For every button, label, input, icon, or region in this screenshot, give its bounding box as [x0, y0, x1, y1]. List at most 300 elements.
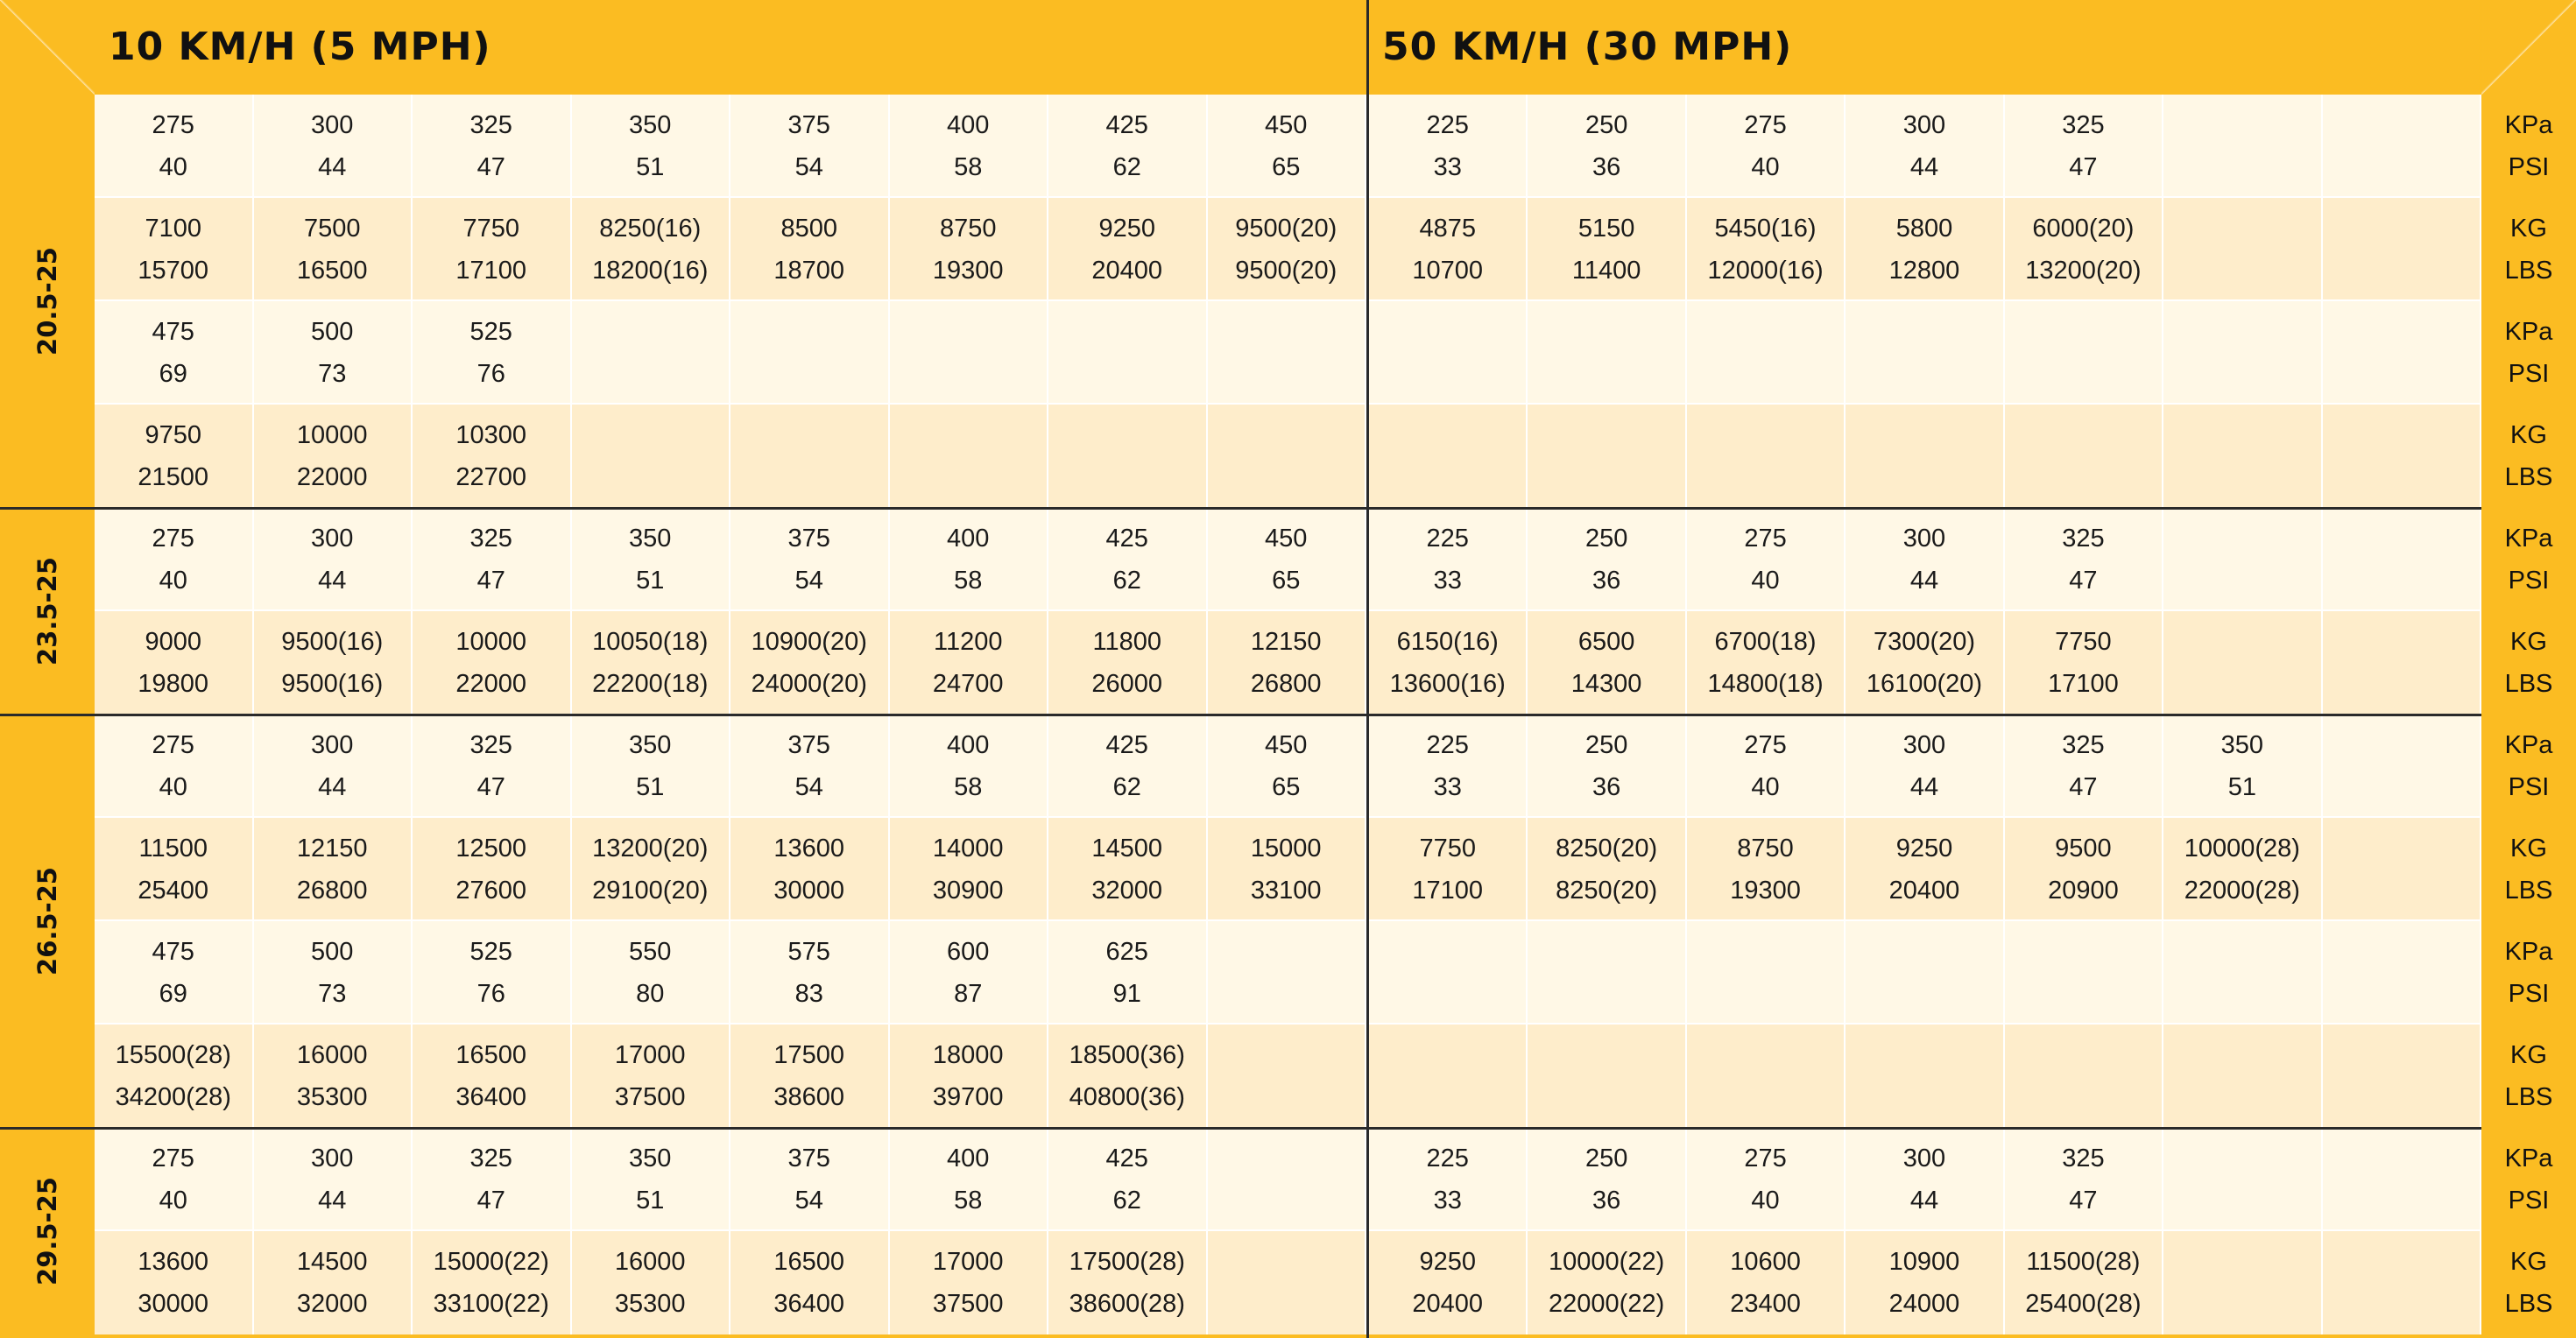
table-cell [1687, 715, 1846, 818]
table-cell [730, 508, 890, 611]
table-cell [1208, 1231, 1367, 1334]
table-cell [1846, 818, 2004, 921]
table-cell [1846, 405, 2004, 508]
kg-value: 13600 [773, 834, 845, 863]
table-cell [2323, 1025, 2481, 1128]
lbs-value: 11400 [1571, 257, 1641, 285]
table-cell [1208, 715, 1367, 818]
table-cell [572, 921, 731, 1025]
lbs-value: 15700 [138, 257, 209, 285]
table-cell [1528, 921, 1686, 1025]
psi-value: 36 [1592, 567, 1621, 595]
table-cell [1369, 508, 1528, 611]
table-cell [1369, 1128, 1528, 1231]
table-cell [2323, 198, 2481, 301]
tire-size-label: 26.5-25 [32, 867, 62, 975]
table-cell [413, 198, 572, 301]
table-cell [730, 198, 890, 301]
kpa-value: 575 [787, 938, 830, 966]
kpa-value: 275 [1744, 111, 1787, 139]
unit-pressure [2481, 921, 2576, 1025]
unit-label: KG [2510, 215, 2547, 243]
table-cell [1048, 818, 1208, 921]
psi-value: 62 [1112, 773, 1141, 801]
unit-label: KPa [2504, 111, 2553, 139]
kg-value: 9750 [145, 421, 201, 449]
table-cell [95, 405, 254, 508]
kg-value: 12150 [1250, 628, 1322, 656]
kg-value: 7750 [462, 215, 519, 243]
lbs-value: 9500(16) [281, 670, 384, 698]
table-cell [2005, 1128, 2163, 1231]
table-cell [1369, 611, 1528, 715]
table-cell [1528, 1128, 1686, 1231]
table-cell [730, 715, 890, 818]
kg-value: 15000 [1250, 834, 1322, 863]
table-cell [1369, 921, 1528, 1025]
kpa-value: 300 [311, 1144, 354, 1173]
kg-value: 10600 [1730, 1248, 1801, 1276]
kpa-value: 275 [1744, 731, 1787, 759]
kpa-value: 375 [787, 525, 830, 553]
table-cell [730, 818, 890, 921]
kpa-value: 325 [2062, 111, 2105, 139]
psi-value: 44 [1909, 153, 1939, 181]
lbs-value: 22000(28) [2184, 877, 2300, 905]
table-cell [1048, 198, 1208, 301]
table-cell [890, 1128, 1049, 1231]
table-cell [2163, 301, 2322, 405]
table-cell [890, 95, 1049, 198]
table-cell [1369, 1231, 1528, 1334]
size-divider [0, 1127, 95, 1130]
lbs-value: 8250(20) [1556, 877, 1658, 905]
table-cell [1208, 405, 1367, 508]
lbs-value: 20400 [1888, 877, 1960, 905]
table-cell [254, 301, 413, 405]
kpa-value: 350 [629, 1144, 672, 1173]
kpa-value: 275 [152, 731, 194, 759]
kg-value: 14000 [932, 834, 1004, 863]
table-cell [2005, 1231, 2163, 1334]
lbs-value: 38600 [773, 1083, 845, 1111]
psi-value: 47 [476, 153, 505, 181]
table-cell [1846, 1128, 2004, 1231]
kpa-value: 275 [152, 1144, 194, 1173]
table-cell [1846, 715, 2004, 818]
table-cell [413, 405, 572, 508]
kg-value: 8750 [939, 215, 997, 243]
table-cell [95, 611, 254, 715]
table-cell [95, 508, 254, 611]
psi-value: 36 [1592, 773, 1621, 801]
table-cell [254, 95, 413, 198]
psi-value: 33 [1433, 153, 1462, 181]
table-row [95, 95, 2481, 198]
table-cell [1687, 818, 1846, 921]
unit-pressure [2481, 301, 2576, 405]
table-cell [572, 405, 731, 508]
kpa-value: 325 [469, 731, 512, 759]
table-cell [2163, 611, 2322, 715]
kg-value: 9250 [1098, 215, 1155, 243]
kpa-value: 350 [629, 111, 672, 139]
table-cell [1048, 95, 1208, 198]
kg-value: 18000 [932, 1041, 1004, 1069]
kg-value: 5150 [1577, 215, 1635, 243]
lbs-value: 27600 [455, 877, 527, 905]
unit-label: PSI [2508, 567, 2550, 595]
kg-value: 13200(20) [592, 834, 709, 863]
table-cell [572, 1025, 731, 1128]
table-cell [254, 508, 413, 611]
table-cell [1528, 301, 1686, 405]
kg-value: 8750 [1737, 834, 1794, 863]
kpa-value: 325 [2062, 525, 2105, 553]
table-cell [730, 921, 890, 1025]
size-divider [0, 507, 95, 510]
table-cell [413, 1231, 572, 1334]
table-cell [1687, 1231, 1846, 1334]
kg-value: 7100 [145, 215, 201, 243]
kpa-value: 300 [1902, 1144, 1946, 1173]
table-cell [1528, 611, 1686, 715]
table-cell [1846, 611, 2004, 715]
kg-value: 6000(20) [2032, 215, 2135, 243]
lbs-value: 32000 [296, 1290, 368, 1318]
table-cell [2005, 715, 2163, 818]
unit-pressure [2481, 508, 2576, 611]
table-cell [890, 1025, 1049, 1128]
psi-value: 47 [2069, 567, 2098, 595]
table-cell [730, 405, 890, 508]
lbs-value: 9500(20) [1235, 257, 1337, 285]
kpa-value: 475 [152, 938, 194, 966]
table-row [95, 198, 2481, 301]
table-cell [1208, 818, 1367, 921]
kg-value: 11800 [1092, 628, 1161, 656]
table-cell [730, 1025, 890, 1128]
table-cell [2323, 95, 2481, 198]
table-cell [1048, 508, 1208, 611]
table-cell [1208, 95, 1367, 198]
psi-value: 91 [1112, 980, 1141, 1008]
lbs-value: 25400(28) [2025, 1290, 2142, 1318]
psi-value: 62 [1112, 1187, 1141, 1215]
table-cell [2163, 818, 2322, 921]
header-corner-left [0, 0, 95, 95]
table-cell [890, 715, 1049, 818]
table-cell [572, 198, 731, 301]
kg-value: 17500(28) [1069, 1248, 1185, 1276]
table-cell [1846, 921, 2004, 1025]
lbs-value: 12800 [1888, 257, 1960, 285]
psi-value: 83 [794, 980, 823, 1008]
lbs-value: 35300 [614, 1290, 686, 1318]
table-cell [890, 1231, 1049, 1334]
lbs-value: 19300 [1730, 877, 1801, 905]
kg-value: 16500 [455, 1041, 527, 1069]
unit-label: PSI [2508, 153, 2550, 181]
tire-size-label: 29.5-25 [32, 1177, 62, 1285]
psi-value: 40 [1751, 153, 1780, 181]
psi-value: 40 [159, 153, 187, 181]
table-cell [1687, 508, 1846, 611]
table-row [95, 921, 2481, 1025]
table-cell [1369, 818, 1528, 921]
psi-value: 44 [318, 153, 347, 181]
lbs-value: 38600(28) [1069, 1290, 1185, 1318]
kg-value: 13600 [138, 1248, 209, 1276]
unit-label: KG [2510, 1248, 2547, 1276]
lbs-value: 26800 [1250, 670, 1322, 698]
lbs-value: 26000 [1091, 670, 1163, 698]
table-cell [2005, 405, 2163, 508]
table-cell [572, 1231, 731, 1334]
lbs-value: 19300 [932, 257, 1004, 285]
kpa-value: 325 [2062, 1144, 2105, 1173]
psi-value: 44 [1909, 773, 1939, 801]
table-cell [254, 1231, 413, 1334]
psi-value: 87 [954, 980, 983, 1008]
table-cell [413, 715, 572, 818]
table-cell [572, 611, 731, 715]
kpa-value: 225 [1426, 525, 1469, 553]
psi-value: 51 [636, 153, 665, 181]
lbs-value: 26800 [296, 877, 368, 905]
psi-value: 36 [1592, 153, 1621, 181]
lbs-value: 20400 [1412, 1290, 1484, 1318]
kg-value: 10000 [455, 628, 527, 656]
unit-pressure [2481, 715, 2576, 818]
unit-label: KG [2510, 1041, 2547, 1069]
table-cell [1048, 1128, 1208, 1231]
kg-value: 18500(36) [1069, 1041, 1185, 1069]
kg-value: 9250 [1895, 834, 1953, 863]
psi-value: 76 [476, 360, 505, 388]
table-row [95, 818, 2481, 921]
lbs-value: 32000 [1091, 877, 1163, 905]
psi-value: 47 [476, 773, 505, 801]
lbs-value: 22000 [296, 463, 368, 491]
unit-label: LBS [2504, 670, 2553, 698]
lbs-value: 14800(18) [1707, 670, 1824, 698]
table-cell [254, 198, 413, 301]
lbs-value: 22000 [455, 670, 527, 698]
table-cell [2163, 1128, 2322, 1231]
table-cell [413, 818, 572, 921]
kpa-value: 425 [1105, 525, 1148, 553]
kpa-value: 450 [1265, 111, 1308, 139]
table-cell [1208, 198, 1367, 301]
psi-value: 44 [1909, 567, 1939, 595]
kpa-value: 325 [2062, 731, 2105, 759]
unit-label: PSI [2508, 773, 2550, 801]
table-cell [2163, 715, 2322, 818]
psi-value: 51 [2227, 773, 2256, 801]
table-cell [1846, 1025, 2004, 1128]
psi-value: 33 [1433, 567, 1462, 595]
table-cell [572, 508, 731, 611]
kg-value: 16000 [614, 1248, 686, 1276]
unit-label: PSI [2508, 980, 2550, 1008]
kpa-value: 400 [947, 111, 990, 139]
kpa-value: 275 [152, 111, 194, 139]
table-row [95, 405, 2481, 508]
psi-value: 36 [1592, 1187, 1621, 1215]
lbs-value: 23400 [1730, 1290, 1801, 1318]
table-cell [95, 1025, 254, 1128]
table-cell [730, 1128, 890, 1231]
table-cell [254, 818, 413, 921]
table-cell [730, 611, 890, 715]
kg-value: 7750 [1419, 834, 1476, 863]
psi-value: 47 [2069, 153, 2098, 181]
kg-value: 10000(22) [1549, 1248, 1665, 1276]
table-cell [730, 1231, 890, 1334]
lbs-value: 22000(22) [1549, 1290, 1665, 1318]
psi-value: 40 [1751, 567, 1780, 595]
table-cell [95, 715, 254, 818]
unit-label: KPa [2504, 731, 2553, 759]
table-cell [2005, 818, 2163, 921]
table-cell [1048, 1231, 1208, 1334]
unit-pressure [2481, 95, 2576, 198]
table-cell [1846, 198, 2004, 301]
psi-value: 44 [318, 773, 347, 801]
table-cell [1528, 715, 1686, 818]
psi-value: 54 [794, 1187, 823, 1215]
header-bar [0, 0, 2576, 95]
psi-value: 80 [636, 980, 665, 1008]
tire-size-label: 23.5-25 [32, 557, 62, 665]
table-cell [1687, 1025, 1846, 1128]
lbs-value: 16500 [296, 257, 368, 285]
kpa-value: 500 [311, 938, 354, 966]
kg-value: 15500(28) [115, 1041, 231, 1069]
unit-load [2481, 1231, 2576, 1334]
table-cell [254, 921, 413, 1025]
table-cell [1369, 405, 1528, 508]
psi-value: 69 [159, 980, 187, 1008]
table-row [95, 1025, 2481, 1128]
header-divider [1366, 0, 1369, 95]
lbs-value: 24700 [932, 670, 1004, 698]
lbs-value: 30900 [932, 877, 1004, 905]
psi-value: 58 [954, 567, 983, 595]
unit-label: PSI [2508, 1187, 2550, 1215]
table-cell [1048, 715, 1208, 818]
kg-value: 10300 [455, 421, 527, 449]
table-row [95, 301, 2481, 405]
kpa-value: 225 [1426, 111, 1469, 139]
kpa-value: 300 [311, 731, 354, 759]
kg-value: 9500(20) [1235, 215, 1337, 243]
table-cell [1208, 1025, 1367, 1128]
table-cell [1687, 301, 1846, 405]
table-cell [890, 405, 1049, 508]
psi-value: 58 [954, 773, 983, 801]
lbs-value: 18700 [773, 257, 845, 285]
table-row [95, 1231, 2481, 1334]
kg-value: 14500 [296, 1248, 368, 1276]
table-cell [890, 921, 1049, 1025]
kpa-value: 250 [1584, 525, 1628, 553]
kpa-value: 350 [629, 525, 672, 553]
lbs-value: 33100 [1250, 877, 1322, 905]
table-cell [2005, 921, 2163, 1025]
unit-label: KPa [2504, 318, 2553, 346]
kg-value: 16000 [296, 1041, 368, 1069]
table-cell [1369, 1025, 1528, 1128]
table-cell [1687, 1128, 1846, 1231]
table-row [95, 715, 2481, 818]
kg-value: 7300(20) [1873, 628, 1976, 656]
table-cell [2163, 921, 2322, 1025]
kpa-value: 275 [1744, 525, 1787, 553]
group-divider [95, 714, 2481, 716]
table-cell [1687, 611, 1846, 715]
psi-value: 47 [2069, 773, 2098, 801]
table-cell [254, 1128, 413, 1231]
table-cell [254, 715, 413, 818]
table-cell [1048, 405, 1208, 508]
table-cell [2323, 508, 2481, 611]
table-cell [572, 301, 731, 405]
unit-load [2481, 1025, 2576, 1128]
kpa-value: 525 [469, 318, 512, 346]
kg-value: 11200 [934, 628, 1003, 656]
psi-value: 40 [159, 773, 187, 801]
lbs-value: 21500 [138, 463, 209, 491]
psi-value: 40 [1751, 773, 1780, 801]
unit-label: KPa [2504, 1144, 2553, 1173]
table-cell [95, 921, 254, 1025]
lbs-value: 22700 [455, 463, 527, 491]
lbs-value: 20900 [2048, 877, 2119, 905]
lbs-value: 29100(20) [592, 877, 709, 905]
lbs-value: 40800(36) [1069, 1083, 1185, 1111]
table-cell [1369, 198, 1528, 301]
lbs-value: 17100 [1412, 877, 1484, 905]
table-cell [1846, 1231, 2004, 1334]
psi-value: 54 [794, 153, 823, 181]
table-cell [413, 301, 572, 405]
kg-value: 6700(18) [1714, 628, 1817, 656]
kpa-value: 275 [152, 525, 194, 553]
table-cell [413, 921, 572, 1025]
table-cell [1528, 198, 1686, 301]
table-row [95, 611, 2481, 715]
tire-size-label: 20.5-25 [32, 247, 62, 356]
psi-value: 47 [476, 567, 505, 595]
table-cell [1048, 611, 1208, 715]
lbs-value: 25400 [138, 877, 209, 905]
table-row [95, 508, 2481, 611]
table-cell [1208, 1128, 1367, 1231]
kg-value: 6150(16) [1396, 628, 1499, 656]
kg-value: 5800 [1895, 215, 1953, 243]
table-cell [572, 715, 731, 818]
table-cell [890, 818, 1049, 921]
kpa-value: 375 [787, 731, 830, 759]
psi-value: 44 [318, 567, 347, 595]
kpa-value: 450 [1265, 525, 1308, 553]
lbs-value: 24000 [1888, 1290, 1960, 1318]
lbs-value: 19800 [138, 670, 209, 698]
kg-value: 10900(20) [751, 628, 867, 656]
table-cell [2323, 405, 2481, 508]
